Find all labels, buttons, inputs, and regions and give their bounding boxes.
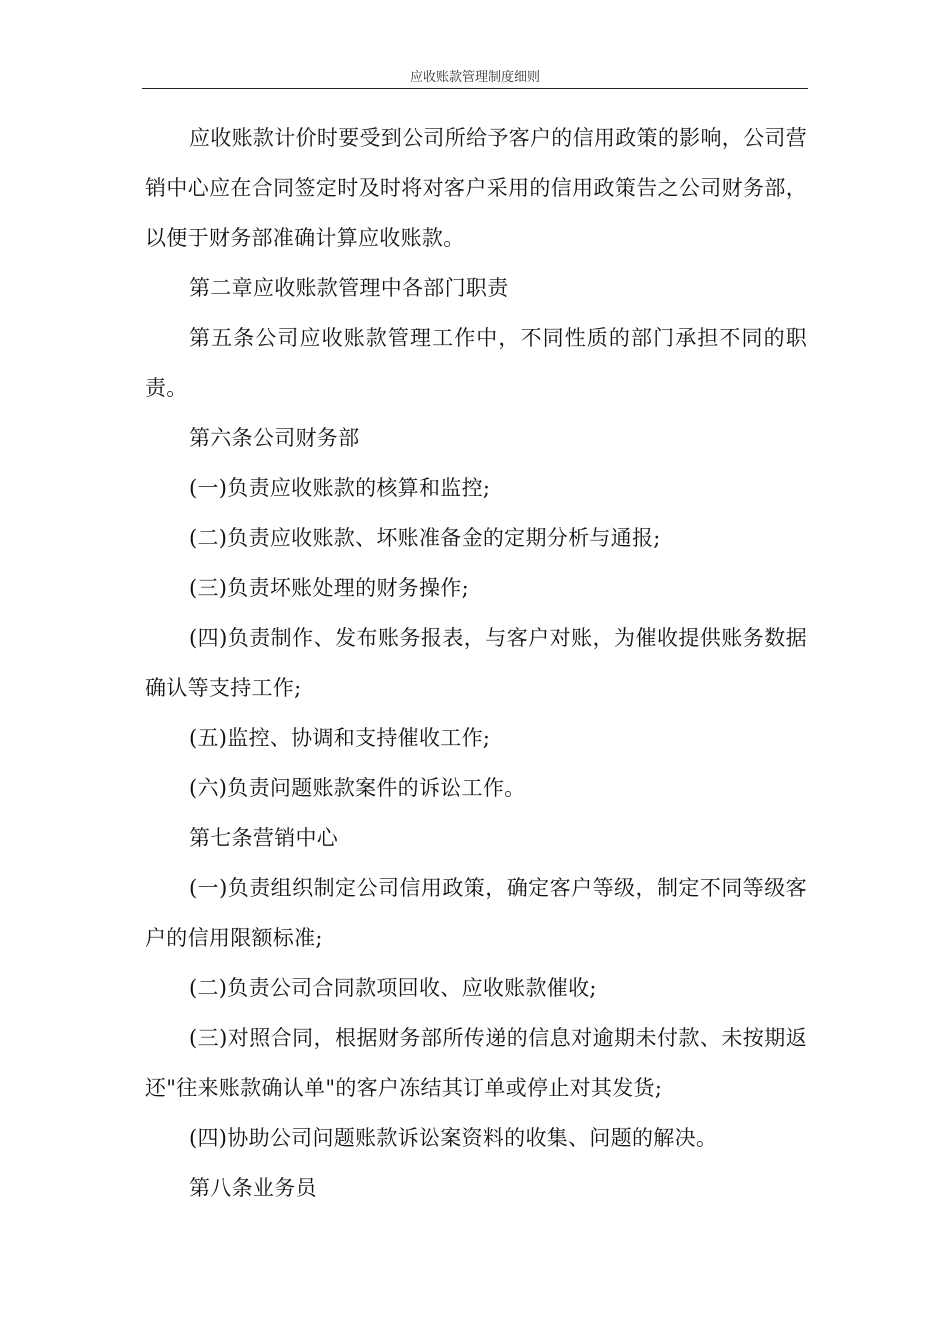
article-6-item-6: (六)负责问题账款案件的诉讼工作。 [189, 776, 526, 800]
article-6-item-4: (四)负责制作、发布账务报表，与客户对账，为催收提供账务数据确认等支持工作; [145, 626, 807, 700]
paragraph-intro: 应收账款计价时要受到公司所给予客户的信用政策的影响，公司营销中心应在合同签定时及时将对客户采用的信用政策告之公司财务部，以便于财务部准确计算应收账款。 [145, 126, 807, 250]
article-6-item-3: (三)负责坏账处理的财务操作; [189, 576, 469, 600]
article-8-heading: 第八条业务员 [189, 1176, 317, 1200]
article-6-heading: 第六条公司财务部 [189, 426, 360, 450]
article-5: 第五条公司应收账款管理工作中，不同性质的部门承担不同的职责。 [145, 326, 807, 400]
article-7-item-4: (四)协助公司问题账款诉讼案资料的收集、问题的解决。 [189, 1126, 718, 1150]
article-7-heading: 第七条营销中心 [189, 826, 339, 850]
article-7-item-3: (三)对照合同，根据财务部所传递的信息对逾期未付款、未按期返还"往来账款确认单"的客户冻结其订单或停止对其发货; [145, 1026, 807, 1100]
article-6-item-2: (二)负责应收账款、坏账准备金的定期分析与通报; [189, 526, 661, 550]
article-6-item-1: (一)负责应收账款的核算和监控; [189, 476, 491, 500]
article-6-item-5: (五)监控、协调和支持催收工作; [189, 726, 491, 750]
header-divider [142, 88, 808, 89]
article-7-item-2: (二)负责公司合同款项回收、应收账款催收; [189, 976, 597, 1000]
article-7-item-1: (一)负责组织制定公司信用政策，确定客户等级，制定不同等级客户的信用限额标准; [145, 876, 807, 950]
document-body [145, 113, 807, 1213]
page-header-title: 应收账款管理制度细则 [409, 70, 540, 85]
chapter-heading: 第二章应收账款管理中各部门职责 [189, 276, 509, 300]
